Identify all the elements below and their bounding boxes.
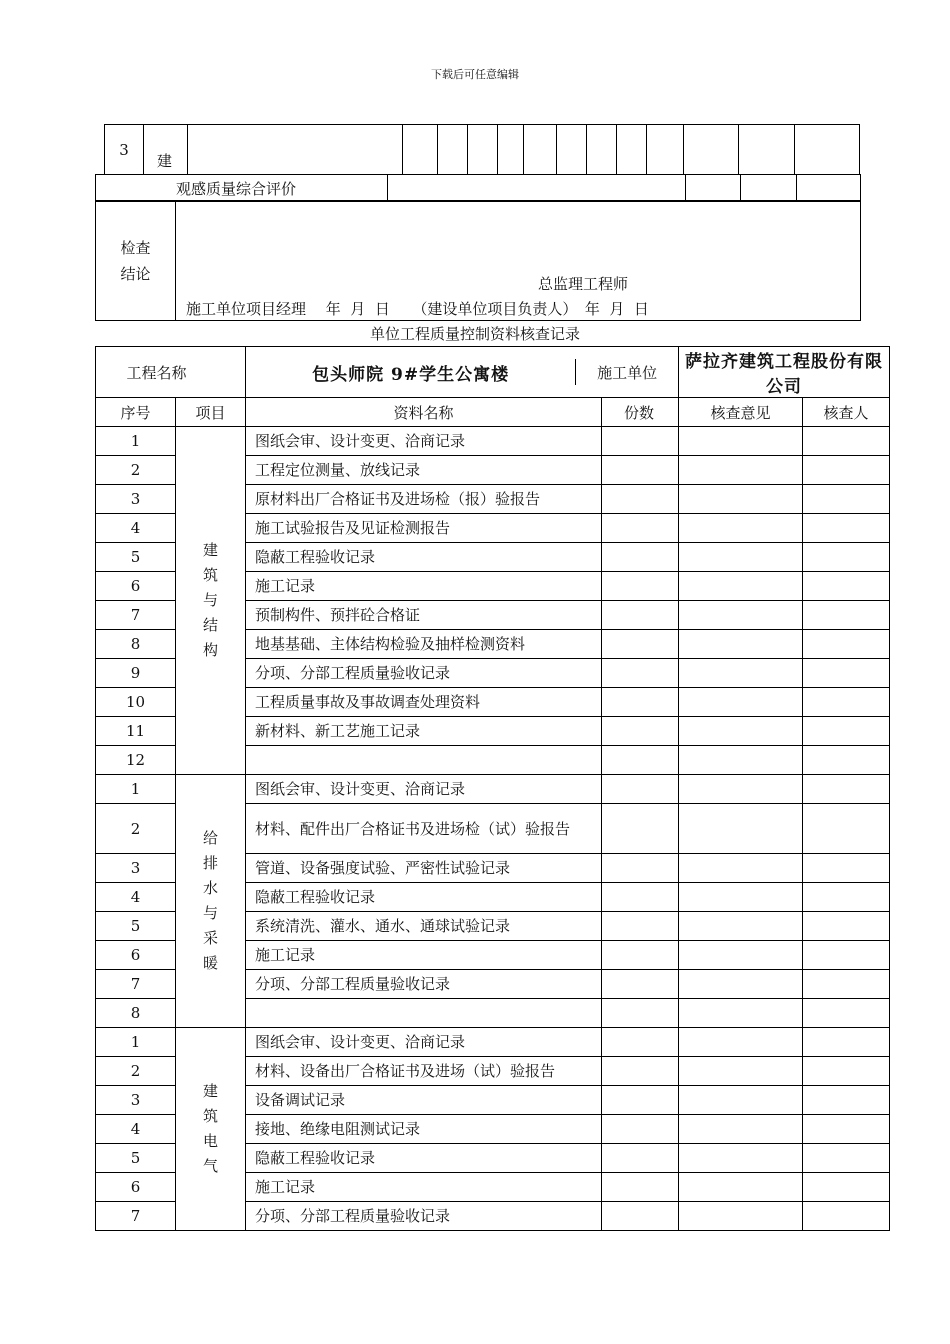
doc-name: 施工试验报告及见证检测报告 <box>246 514 602 543</box>
fragment-category: 建 <box>143 125 187 175</box>
checker-cell <box>803 883 890 912</box>
checker-cell <box>803 1086 890 1115</box>
row-number: 6 <box>96 572 176 601</box>
copies-cell <box>602 543 679 572</box>
col-header-copies: 份数 <box>602 398 679 427</box>
row-number: 2 <box>96 1057 176 1086</box>
row-number: 3 <box>96 1086 176 1115</box>
checker-cell <box>803 854 890 883</box>
check-record-table <box>95 346 890 1231</box>
opinion-cell <box>679 630 803 659</box>
copies-cell <box>602 804 679 854</box>
doc-name: 分项、分部工程质量验收记录 <box>246 1202 602 1231</box>
check-record-body <box>96 347 890 1231</box>
col-header-doc-name: 资料名称 <box>246 398 602 427</box>
copies-cell <box>602 717 679 746</box>
copies-cell <box>602 688 679 717</box>
doc-name: 工程质量事故及事故调查处理资料 <box>246 688 602 717</box>
checker-cell <box>803 1173 890 1202</box>
copies-cell <box>602 601 679 630</box>
copies-cell <box>602 1086 679 1115</box>
copies-cell <box>602 456 679 485</box>
category-label: 建筑电气 <box>203 1082 219 1175</box>
copies-cell <box>602 427 679 456</box>
opinion-cell <box>679 1173 803 1202</box>
doc-name: 预制构件、预拌砼合格证 <box>246 601 602 630</box>
doc-name: 施工记录 <box>246 1173 602 1202</box>
row-number: 6 <box>96 941 176 970</box>
doc-name: 新材料、新工艺施工记录 <box>246 717 602 746</box>
copies-cell <box>602 514 679 543</box>
checker-cell <box>803 485 890 514</box>
col-header-checker: 核查人 <box>803 398 890 427</box>
top-fragment-table <box>104 124 860 175</box>
opinion-cell <box>679 970 803 999</box>
copies-cell <box>602 1028 679 1057</box>
doc-name <box>246 999 602 1028</box>
appearance-table <box>95 174 861 202</box>
checker-cell <box>803 804 890 854</box>
checker-cell <box>803 427 890 456</box>
row-number: 7 <box>96 601 176 630</box>
project-name-label: 工程名称 <box>96 347 246 398</box>
copies-cell <box>602 746 679 775</box>
opinion-cell <box>679 1028 803 1057</box>
doc-name: 材料、配件出厂合格证书及进场检（试）验报告 <box>246 804 602 854</box>
row-number: 12 <box>96 746 176 775</box>
category-label: 建筑与结构 <box>203 541 219 659</box>
opinion-cell <box>679 883 803 912</box>
opinion-cell <box>679 1086 803 1115</box>
row-number: 1 <box>96 775 176 804</box>
row-number: 1 <box>96 427 176 456</box>
opinion-cell <box>679 572 803 601</box>
checker-cell <box>803 746 890 775</box>
header-note: 下载后可任意编辑 <box>431 68 519 81</box>
row-number: 4 <box>96 883 176 912</box>
doc-name: 材料、设备出厂合格证书及进场（试）验报告 <box>246 1057 602 1086</box>
doc-name: 图纸会审、设计变更、洽商记录 <box>246 775 602 804</box>
checker-cell <box>803 1202 890 1231</box>
copies-cell <box>602 775 679 804</box>
doc-name: 分项、分部工程质量验收记录 <box>246 970 602 999</box>
col-header-item: 项目 <box>176 398 246 427</box>
copies-cell <box>602 1173 679 1202</box>
opinion-cell <box>679 485 803 514</box>
category-cell <box>176 775 246 1028</box>
opinion-cell <box>679 543 803 572</box>
doc-name: 隐蔽工程验收记录 <box>246 543 602 572</box>
row-number: 8 <box>96 630 176 659</box>
table-row <box>96 775 890 804</box>
row-number: 9 <box>96 659 176 688</box>
row-number: 11 <box>96 717 176 746</box>
table-row <box>96 427 890 456</box>
copies-cell <box>602 1144 679 1173</box>
doc-name: 系统清洗、灌水、通水、通球试验记录 <box>246 912 602 941</box>
row-number: 5 <box>96 912 176 941</box>
col-header-no: 序号 <box>96 398 176 427</box>
checker-cell <box>803 572 890 601</box>
copies-cell <box>602 854 679 883</box>
copies-cell <box>602 1202 679 1231</box>
checker-cell <box>803 1028 890 1057</box>
construction-unit-label: 施工单位 <box>597 363 658 382</box>
checker-cell <box>803 456 890 485</box>
opinion-cell <box>679 854 803 883</box>
opinion-cell <box>679 659 803 688</box>
doc-name: 施工记录 <box>246 572 602 601</box>
checker-cell <box>803 659 890 688</box>
checker-cell <box>803 1144 890 1173</box>
opinion-cell <box>679 804 803 854</box>
checker-cell <box>803 970 890 999</box>
opinion-cell <box>679 912 803 941</box>
opinion-cell <box>679 688 803 717</box>
row-number: 5 <box>96 543 176 572</box>
row-number: 7 <box>96 1202 176 1231</box>
opinion-cell <box>679 514 803 543</box>
project-info-row <box>96 347 890 398</box>
project-name-value: 包头师院 9#学生公寓楼 <box>246 359 576 385</box>
construction-unit-value: 萨拉齐建筑工程股份有限公司 <box>679 347 890 398</box>
opinion-cell <box>679 746 803 775</box>
copies-cell <box>602 941 679 970</box>
chief-supervisor-label: 总监理工程师 <box>538 275 629 293</box>
row-number: 10 <box>96 688 176 717</box>
doc-name: 图纸会审、设计变更、洽商记录 <box>246 427 602 456</box>
doc-name: 分项、分部工程质量验收记录 <box>246 659 602 688</box>
doc-name: 地基基础、主体结构检验及抽样检测资料 <box>246 630 602 659</box>
signature-line: 施工单位项目经理 年 月 日 （建设单位项目负责人） 年 月 日 <box>186 300 649 318</box>
checker-cell <box>803 912 890 941</box>
doc-name: 原材料出厂合格证书及进场检（报）验报告 <box>246 485 602 514</box>
copies-cell <box>602 970 679 999</box>
row-number: 5 <box>96 1144 176 1173</box>
copies-cell <box>602 883 679 912</box>
opinion-cell <box>679 456 803 485</box>
doc-name: 施工记录 <box>246 941 602 970</box>
doc-name: 设备调试记录 <box>246 1086 602 1115</box>
opinion-cell <box>679 1057 803 1086</box>
category-cell <box>176 1028 246 1231</box>
opinion-cell <box>679 775 803 804</box>
row-number: 4 <box>96 1115 176 1144</box>
row-number: 1 <box>96 1028 176 1057</box>
checker-cell <box>803 514 890 543</box>
checker-cell <box>803 543 890 572</box>
appearance-label: 观感质量综合评价 <box>96 175 388 202</box>
checker-cell <box>803 775 890 804</box>
row-number: 3 <box>96 854 176 883</box>
conclusion-label: 检查 结论 <box>96 201 176 321</box>
category-cell <box>176 427 246 775</box>
conclusion-body <box>176 201 861 321</box>
copies-cell <box>602 485 679 514</box>
copies-cell <box>602 1115 679 1144</box>
doc-name: 隐蔽工程验收记录 <box>246 883 602 912</box>
conclusion-table <box>95 200 861 321</box>
opinion-cell <box>679 717 803 746</box>
col-header-opinion: 核查意见 <box>679 398 803 427</box>
copies-cell <box>602 659 679 688</box>
opinion-cell <box>679 999 803 1028</box>
checker-cell <box>803 999 890 1028</box>
copies-cell <box>602 912 679 941</box>
table-row <box>96 1028 890 1057</box>
checker-cell <box>803 601 890 630</box>
doc-name: 接地、绝缘电阻测试记录 <box>246 1115 602 1144</box>
column-header-row <box>96 398 890 427</box>
checker-cell <box>803 1057 890 1086</box>
opinion-cell <box>679 1144 803 1173</box>
opinion-cell <box>679 1202 803 1231</box>
doc-name <box>246 746 602 775</box>
copies-cell <box>602 999 679 1028</box>
checker-cell <box>803 630 890 659</box>
doc-name: 图纸会审、设计变更、洽商记录 <box>246 1028 602 1057</box>
doc-name: 管道、设备强度试验、严密性试验记录 <box>246 854 602 883</box>
row-number: 6 <box>96 1173 176 1202</box>
doc-name: 隐蔽工程验收记录 <box>246 1144 602 1173</box>
opinion-cell <box>679 1115 803 1144</box>
row-number: 3 <box>96 485 176 514</box>
category-label: 给排水与采暖 <box>203 829 219 972</box>
copies-cell <box>602 1057 679 1086</box>
doc-name: 工程定位测量、放线记录 <box>246 456 602 485</box>
checker-cell <box>803 717 890 746</box>
row-number: 7 <box>96 970 176 999</box>
copies-cell <box>602 630 679 659</box>
checker-cell <box>803 941 890 970</box>
copies-cell <box>602 572 679 601</box>
row-number: 2 <box>96 456 176 485</box>
opinion-cell <box>679 601 803 630</box>
table-title: 单位工程质量控制资料核查记录 <box>369 325 580 343</box>
opinion-cell <box>679 941 803 970</box>
row-number: 8 <box>96 999 176 1028</box>
checker-cell <box>803 1115 890 1144</box>
fragment-number: 3 <box>105 125 144 175</box>
row-number: 2 <box>96 804 176 854</box>
opinion-cell <box>679 427 803 456</box>
checker-cell <box>803 688 890 717</box>
row-number: 4 <box>96 514 176 543</box>
